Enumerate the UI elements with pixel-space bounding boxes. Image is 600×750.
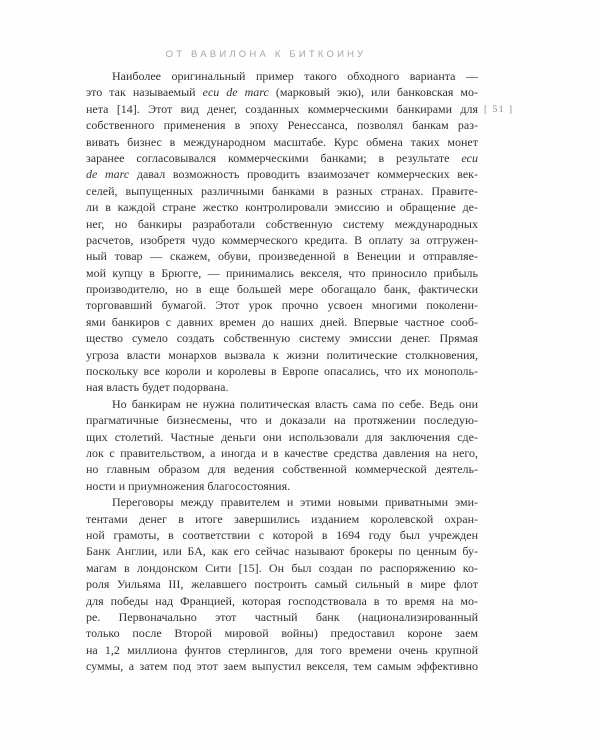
text-line: только после Второй мировой войны) предоставил короне заем: [86, 626, 478, 641]
text-line: магам в лондонском Сити [15]. Он был создан по распоряжению ко-: [86, 560, 478, 575]
text-line: для победы над Францией, которая господствовала в то время на мо-: [86, 593, 478, 608]
text-line: угроза власти монархов вызвала к жизни политические столкновения,: [86, 347, 478, 362]
page-number: [ 51 ]: [484, 105, 514, 115]
text-line: производителю, но в еще большей мере обогащало банк, фактически: [86, 282, 478, 297]
text-line: на 1,2 миллиона фунтов стерлингов, для того времени очень крупной: [86, 642, 478, 657]
text-line: ре. Первоначально этот частный банк (национализированный: [86, 609, 478, 624]
text-line: Переговоры между правителем и этими новыми приватными эми-: [112, 495, 478, 510]
text-line: это так называемый ecu de marc (марковый экю), или банковская мо-: [86, 85, 478, 100]
text-line: Но банкирам не нужна политическая власть сама по себе. Ведь они: [112, 396, 478, 411]
text-line: поскольку все короли и королевы в Европе опасались, что их монополь-: [86, 364, 478, 379]
text-line: вивать бизнес в международном масштабе. Курс обмена таких монет: [86, 134, 478, 149]
text-line: но главным образом для ведения собственной коммерческой деятель-: [86, 462, 478, 477]
text-line: de marc давал возможность проводить взаимозачет коммерческих век-: [86, 167, 479, 182]
text-line: мой купцу в Брюгге, — принимались векселя, что приносило прибыль: [86, 265, 478, 280]
text-line: роля Уильяма III, желавшего построить самый сильный в мире флот: [86, 577, 478, 592]
running-header: ОТ ВАВИЛОНА К БИТКОИНУ: [165, 49, 367, 60]
text-line: нета [14]. Этот вид денег, созданных коммерческими банкирами для: [86, 101, 478, 116]
text-line: щих столетий. Частные деньги они использовали для заключения сде-: [86, 429, 478, 444]
paragraph: [86, 68, 478, 396]
paragraph: [86, 494, 478, 674]
text-line: ями банкиров с давних времен до наших дней. Впервые частное сооб-: [86, 314, 478, 329]
text-line: щество сумело создать собственную систему эмиссии денег. Прямая: [86, 331, 478, 346]
text-line: заранее согласовывался коммерческими банками; в результате ecu: [86, 150, 478, 165]
text-line: лок с правительством, а иногда и в качестве средства давления на него,: [86, 445, 478, 460]
text-line: собственного применения в эпоху Ренессанса, позволял банкам раз-: [86, 118, 478, 133]
text-line: ли в каждой стране жестко контролировали эмиссию и обращение де-: [86, 200, 478, 215]
text-line: Наиболее оригинальный пример такого обходного варианта —: [112, 69, 478, 83]
text-line: Банк Англии, или БА, как его сейчас называют брокеры по ценным бу-: [86, 544, 478, 559]
text-line: ной грамоты, в соответствии с которой в 1694 году был учрежден: [86, 527, 478, 542]
text-line: торговавший бумагой. Этот урок прочно усвоен многими поколени-: [86, 298, 478, 313]
text-line: нег, но банкиры разработали собственную систему международных: [86, 216, 478, 231]
text-line: ный товар — скажем, обуви, произведенной в Венеции и отправляе-: [86, 249, 478, 264]
text-line: тентами денег в итоге завершились изданием королевской охран-: [86, 511, 478, 526]
body-text: [86, 68, 478, 674]
text-line: ная власть будет подорвана.: [86, 380, 229, 395]
text-line: суммы, а затем под этот заем выпустил векселя, тем самым эффективно: [86, 659, 478, 674]
paragraph: [86, 396, 478, 494]
text-line: расчетов, изобретя чудо коммерческого кредита. В оплату за отгружен-: [86, 232, 478, 247]
text-line: селей, выпущенных различными банками в разных странах. Правите-: [86, 183, 478, 198]
text-line: прагматичные бизнесмены, что и доказали на протяжении последую-: [86, 413, 478, 428]
text-line: ности и приумножения благосостояния.: [86, 478, 291, 493]
